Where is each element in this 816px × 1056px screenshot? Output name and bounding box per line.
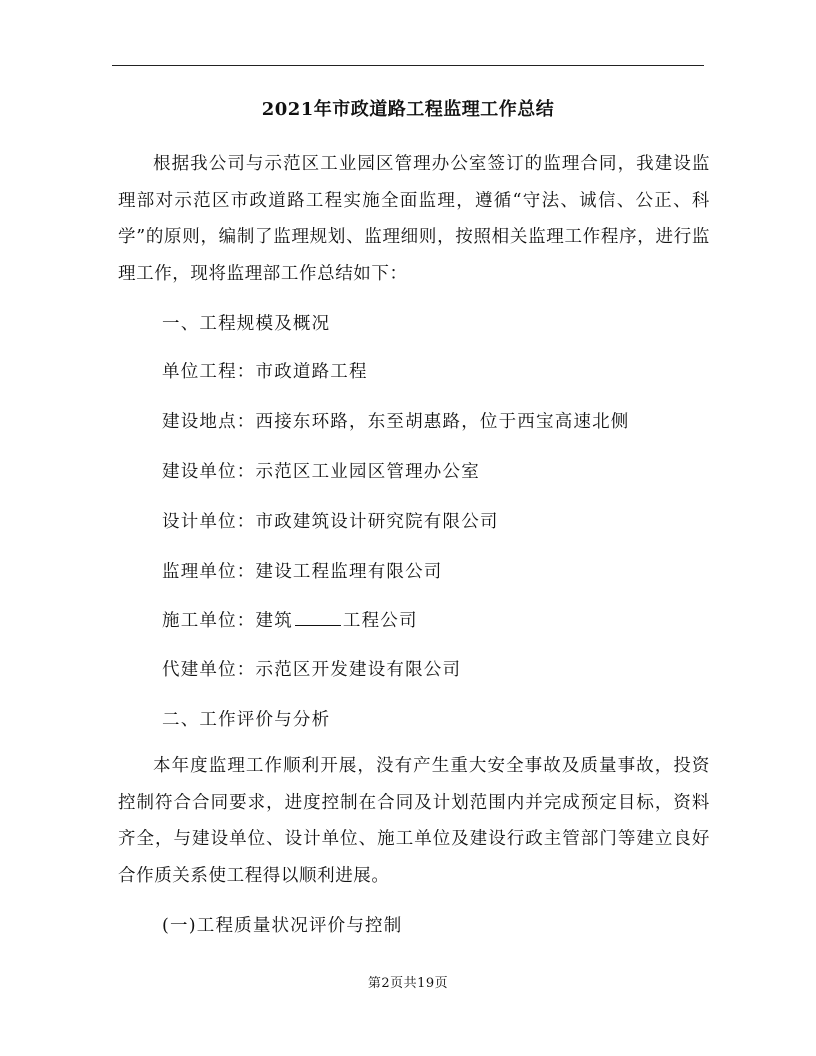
header-rule [112,65,704,66]
agent-line: 代建单位：示范区开发建设有限公司 [162,660,462,680]
contractor-prefix: 施工单位：建筑 [162,611,293,631]
page-number: 第2页共19页 [367,976,449,991]
subsection1-heading: (一)工程质量状况评价与控制 [162,916,403,936]
designer-line: 设计单位：市政建筑设计研究院有限公司 [162,512,499,532]
intro-paragraph: 根据我公司与示范区工业园区管理办公室签订的监理合同，我建设监理部对示范区市政道路工程实施全面监理，遵循“守法、诚信、公正、科学”的原则，编制了监理规划、监理细则，按照相关监理工作程序，进行监理工作，现将监理部工作总结如下： [118,154,710,284]
document-title: 2021年市政道路工程监理工作总结 [261,99,555,120]
unit-project-line: 单位工程：市政道路工程 [162,362,368,382]
supervisor-line: 监理单位：建设工程监理有限公司 [162,562,443,582]
location-line: 建设地点：西接东环路，东至胡惠路，位于西宝高速北侧 [162,412,630,432]
section2-heading: 二、工作评价与分析 [162,710,331,730]
section1-heading: 一、工程规模及概况 [162,314,331,334]
contractor-suffix: 工程公司 [342,611,418,631]
owner-line: 建设单位：示范区工业园区管理办公室 [162,462,480,482]
evaluation-paragraph: 本年度监理工作顺利开展，没有产生重大安全事故及质量事故，投资控制符合合同要求，进度控制在合同及计划范围内并完成预定目标，资料齐全，与建设单位、设计单位、施工单位及建设行政主管部门等建立良好合作质关系使工程得以顺利进展。 [118,756,710,886]
contractor-line [162,607,418,632]
fill-in-blank [295,610,341,626]
